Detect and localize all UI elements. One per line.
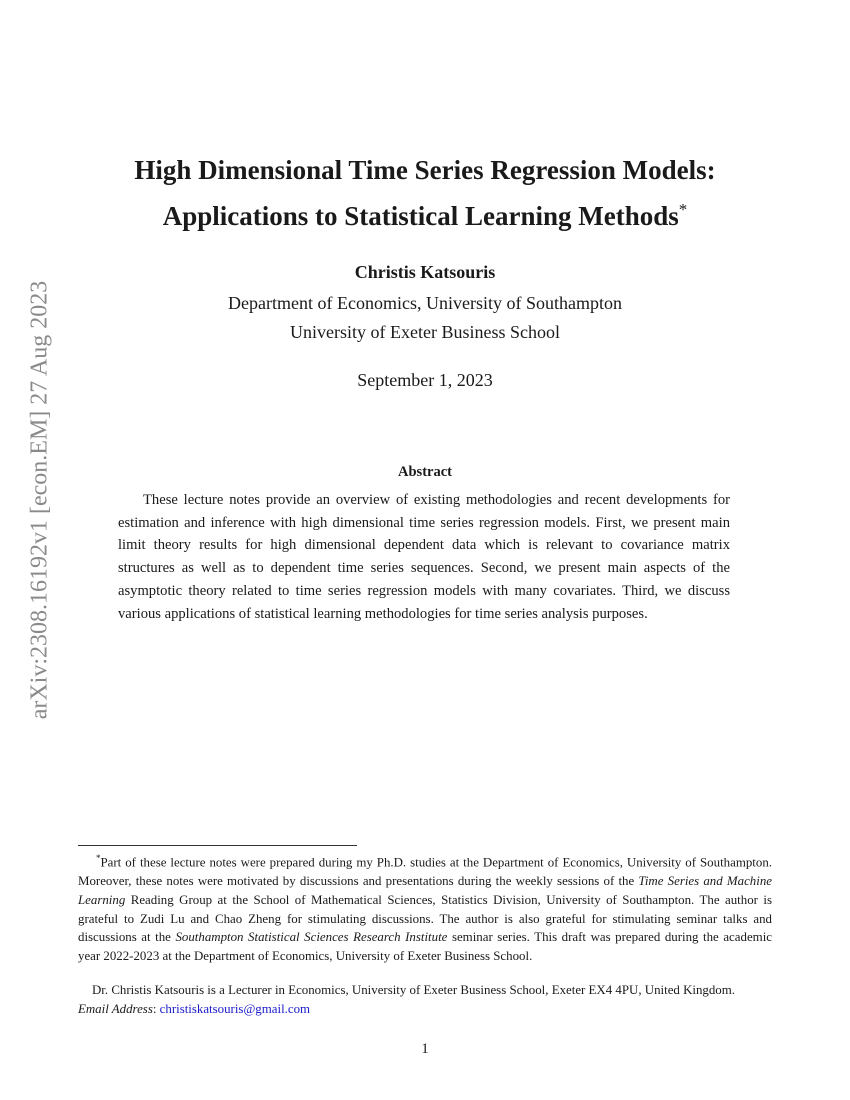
affiliation-2: University of Exeter Business School (290, 322, 560, 342)
abstract-heading: Abstract (398, 464, 452, 480)
paper-title (0, 150, 850, 236)
author-bio (78, 981, 772, 1019)
email-label: Email Address (78, 1001, 153, 1016)
affiliation-1: Department of Economics, University of Southampton (228, 293, 622, 313)
title-footnote-mark[interactable]: * (678, 200, 688, 219)
footnote-italic-1: Time Series and Machine Learning (78, 874, 772, 907)
footnote-italic-2: Southampton Statistical Sciences Research Institute (175, 930, 448, 945)
bio-text: Dr. Christis Katsouris is a Lecturer in Economics, University of Exeter Business School, Exeter EX4 4PU, United Kingdom. (92, 983, 736, 997)
footnote-mark: * (96, 853, 101, 863)
footnote-text-2: Reading Group at the School of Mathematical Sciences, Statistics Division, University of Southampton. The author is grateful to Zudi Lu and Chao Zheng for stimulating discussions. The author is also grateful for stimulating seminar talks and discussions at the (78, 892, 772, 945)
footnote-text-1: Part of these lecture notes were prepared during my Ph.D. studies at the Department of Economics, University of Southampton. Moreover, these notes were motivated by discussions and presentations during the weekly sessions of the (78, 855, 772, 889)
date: September 1, 2023 (357, 370, 493, 390)
email-line: Email Address: christiskatsouris@gmail.com (78, 1001, 311, 1016)
footnote (78, 849, 772, 966)
title-line-2 (0, 190, 850, 236)
email-link[interactable]: christiskatsouris@gmail.com (159, 1001, 311, 1016)
abstract-text: These lecture notes provide an overview of existing methodologies and recent developments for estimation and inference with high dimensional time series regression models. First, we present main limit theory results for high dimensional dependent data which is relevant to covariance matrix structures as well as to dependent time series sequences. Second, we present main aspects of the asymptotic theory related to time series regression models with many covariates. Third, we discuss various applications of statistical learning methodologies for time series analysis purposes. (118, 492, 730, 622)
author-name: Christis Katsouris (354, 262, 496, 282)
title-line-1: High Dimensional Time Series Regression Models: (134, 155, 716, 185)
footnote-text-3: seminar series. This draft was prepared during the academic year 2022-2023 at the Department of Economics, University of Exeter Business School. (78, 930, 772, 964)
footnote-rule (78, 845, 357, 846)
title-line-2-text: Applications to Statistical Learning Methods (162, 201, 679, 231)
page-number: 1 (421, 1041, 429, 1057)
arxiv-identifier: arXiv:2308.16192v1 [econ.EM] 27 Aug 2023 (26, 280, 53, 720)
